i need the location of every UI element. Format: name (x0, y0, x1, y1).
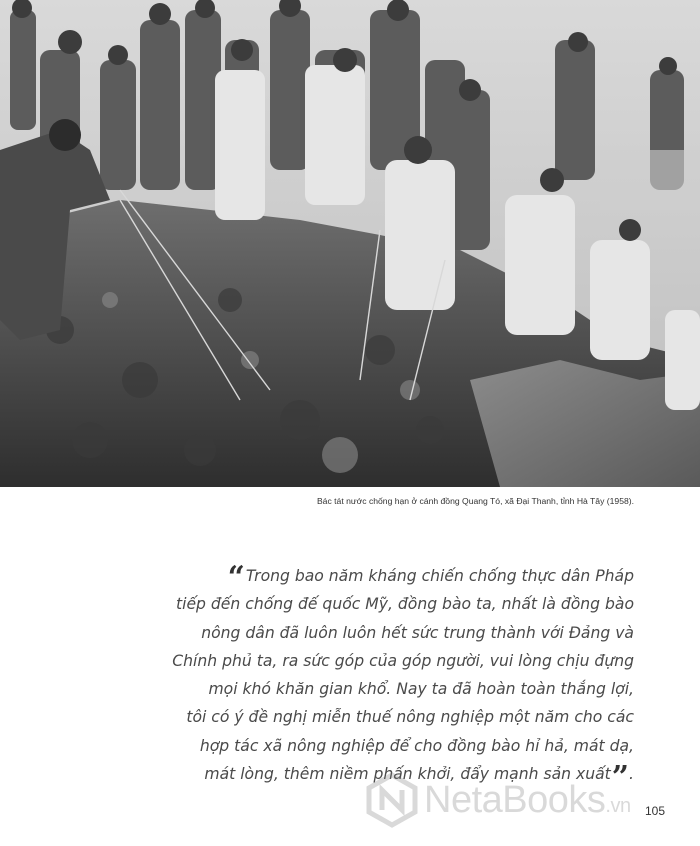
quote-line: Chính phủ ta, ra sức góp của góp người, vui lòng chịu đựng (172, 651, 634, 670)
quote-line: tiếp đến chống đế quốc Mỹ, đồng bào ta, nhất là đồng bào (176, 595, 634, 614)
quote-line: tôi có ý đề nghị miễn thuế nông nghiệp một năm cho các (186, 708, 634, 727)
open-quote-mark: “ (227, 560, 245, 595)
quote-line-text: mát lòng, thêm niềm phấn khởi, đẩy mạnh sản xuất (204, 765, 611, 784)
watermark-brand: NetaBooks (424, 778, 606, 821)
photo-caption: Bác tát nước chống hạn ở cánh đồng Quang Tó, xã Đại Thanh, tỉnh Hà Tây (1958). (316, 496, 634, 506)
quote-line: mọi khó khăn gian khổ. Nay ta đã hoàn toàn thắng lợi, (208, 680, 634, 699)
page-number: 105 (645, 804, 666, 818)
quote-line-text: Trong bao năm kháng chiến chống thực dân Pháp (245, 567, 634, 585)
watermark (364, 772, 631, 828)
quote-block (164, 560, 634, 796)
quote-end-punct: . (629, 765, 634, 784)
quote-line: hợp tác xã nông nghiệp để cho đồng bào hỉ hả, mát dạ, (199, 736, 634, 755)
quote-line (164, 560, 634, 595)
watermark-text (424, 779, 631, 822)
netabooks-logo-icon (364, 772, 420, 828)
quote-line: nông dân đã luôn luôn hết sức trung thành với Đảng và (201, 623, 634, 642)
watermark-suffix: .vn (605, 794, 631, 817)
close-quote-mark: ” (611, 760, 630, 796)
